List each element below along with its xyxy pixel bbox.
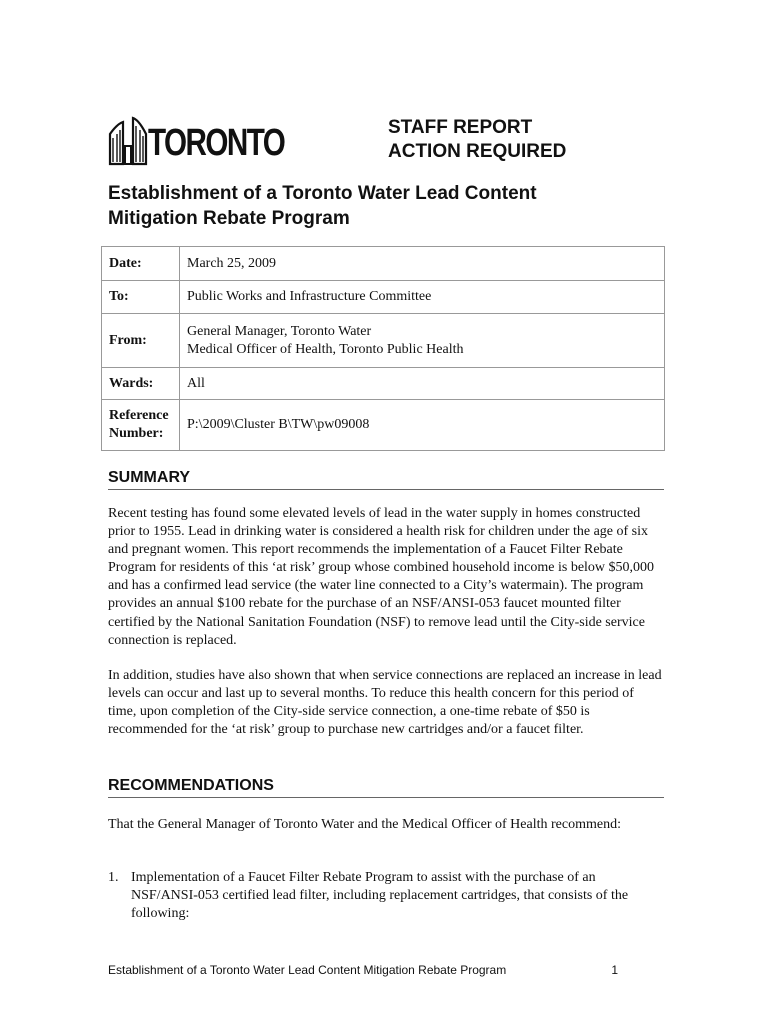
table-row bbox=[102, 247, 665, 281]
table-row bbox=[102, 400, 665, 451]
list-item bbox=[108, 869, 664, 923]
report-type bbox=[388, 116, 648, 164]
recommendations-heading: RECOMMENDATIONS bbox=[108, 776, 664, 798]
from-value-line2: Medical Officer of Health, Toronto Public Health bbox=[187, 341, 464, 357]
reference-label-line2: Number: bbox=[109, 426, 164, 441]
table-row bbox=[102, 314, 665, 368]
from-label: From: bbox=[102, 314, 180, 368]
to-label: To: bbox=[102, 281, 180, 314]
recommendations-intro: That the General Manager of Toronto Water and the Medical Officer of Health recommend: bbox=[108, 817, 621, 832]
summary-paragraph-1: Recent testing has found some elevated levels of lead in the water supply in homes constructed prior to 1955. Lead in drinking water is considered a health risk for children under the age of six and pregnant women. This report recommends the implementation of a Faucet Filter Rebate Program for residents of this ‘at risk’ group whose combined household income is below $50,000 and has a confirmed lead service (the water line connected to a City’s watermain). The program provides an annual $100 rebate for the purchase of an NSF/ANSI-053 faucet mounted filter certified by the National Sanitation Foundation (NSF) to remove lead until the City-side service connection is replaced. bbox=[108, 506, 655, 648]
city-hall-icon bbox=[108, 116, 148, 166]
wards-label: Wards: bbox=[102, 368, 180, 400]
logo-wordmark: TORONTO bbox=[148, 122, 285, 164]
list-item-text: Implementation of a Faucet Filter Rebate Program to assist with the purchase of an NSF/ANSI-053 certified lead filter, including replacement cartridges, that consists of the following: bbox=[131, 870, 629, 922]
summary-paragraph-2: In addition, studies have also shown that when service connections are replaced an increase in lead levels can occur and last up to several months. To reduce this health concern for this period of time, upon completion of the City-side service connection, a one-time rebate of $50 is recommended for the ‘at risk’ group to purchase new cartridges and/or a faucet filter. bbox=[108, 668, 662, 738]
reference-label-line1: Reference bbox=[109, 408, 169, 423]
from-value-line1: General Manager, Toronto Water bbox=[187, 323, 372, 339]
table-row bbox=[102, 281, 665, 314]
report-type-line2: ACTION REQUIRED bbox=[388, 141, 567, 162]
report-title-line1: Establishment of a Toronto Water Lead Content bbox=[108, 183, 537, 204]
report-info-table bbox=[101, 246, 665, 451]
report-title bbox=[108, 181, 668, 231]
table-row bbox=[102, 368, 665, 400]
report-type-line1: STAFF REPORT bbox=[388, 117, 533, 138]
wards-value: All bbox=[180, 368, 665, 400]
reference-value: P:\2009\Cluster B\TW\pw09008 bbox=[180, 400, 665, 451]
to-value: Public Works and Infrastructure Committee bbox=[180, 281, 665, 314]
footer-title: Establishment of a Toronto Water Lead Content Mitigation Rebate Program bbox=[108, 963, 507, 977]
reference-label bbox=[102, 400, 180, 451]
toronto-logo bbox=[108, 110, 285, 166]
report-title-line2: Mitigation Rebate Program bbox=[108, 208, 350, 229]
page-footer bbox=[108, 962, 618, 978]
page-number: 1 bbox=[611, 963, 618, 977]
list-item-number: 1. bbox=[108, 870, 119, 885]
date-value: March 25, 2009 bbox=[180, 247, 665, 281]
from-value bbox=[180, 314, 665, 368]
date-label: Date: bbox=[102, 247, 180, 281]
summary-heading: SUMMARY bbox=[108, 468, 664, 490]
